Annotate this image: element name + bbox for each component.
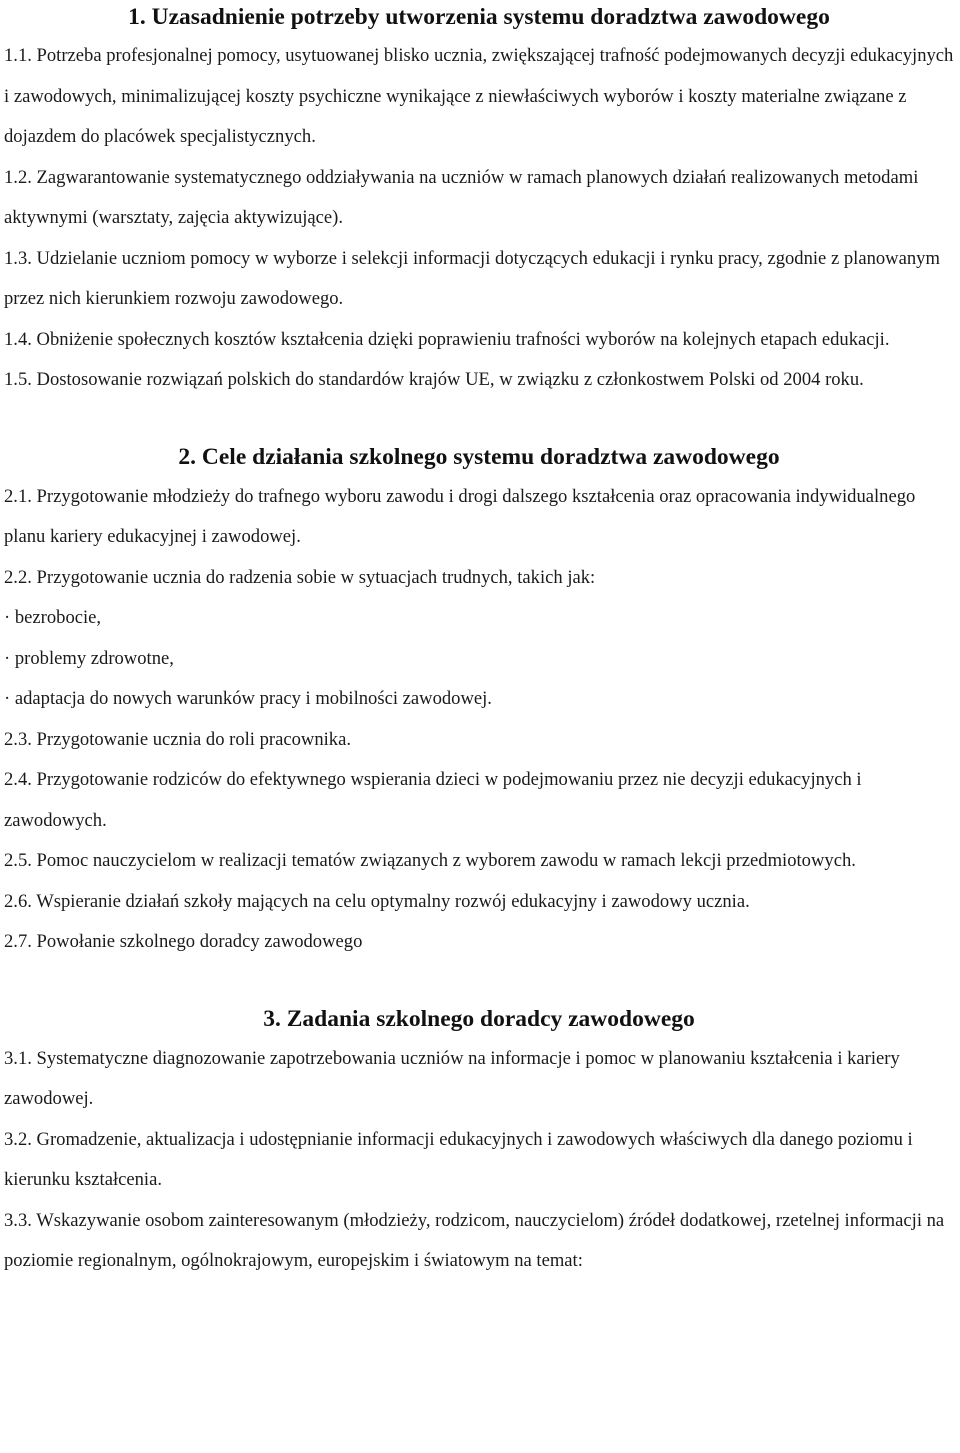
item-text: bezrobocie,	[14, 607, 102, 628]
list-item	[4, 239, 954, 320]
list-item	[4, 320, 954, 361]
bullet-icon: ·	[4, 688, 11, 709]
list-item	[4, 558, 954, 599]
item-number: 1.4.	[4, 328, 32, 350]
item-text: Przygotowanie ucznia do roli pracownika.	[36, 728, 351, 750]
item-number: 1.5.	[4, 369, 32, 390]
item-number: 2.5.	[4, 850, 32, 871]
list-item	[4, 36, 954, 158]
bullet-item	[4, 639, 954, 680]
item-text: Przygotowanie młodzieży do trafnego wyboru zawodu i drogi dalszego kształcenia oraz opracowania indywidualnego planu kariery edukacyjnej i zawodowej.	[4, 485, 916, 547]
item-number: 3.1.	[4, 1047, 32, 1069]
list-item	[4, 477, 954, 558]
item-text: Wspieranie działań szkoły mających na celu optymalny rozwój edukacyjny i zawodowy ucznia.	[36, 890, 750, 912]
item-text: problemy zdrowotne,	[14, 647, 174, 669]
item-text: Udzielanie uczniom pomocy w wyborze i selekcji informacji dotyczących edukacji i rynku pracy, zgodnie z planowanym przez nich kierunkiem rozwoju zawodowego.	[4, 247, 940, 309]
item-number: 2.1.	[4, 485, 32, 507]
list-item	[4, 360, 954, 401]
item-number: 1.1.	[4, 45, 32, 66]
bullet-item	[4, 679, 954, 720]
item-number: 3.2.	[4, 1128, 32, 1150]
item-number: 1.3.	[4, 247, 32, 269]
item-number: 3.3.	[4, 1209, 32, 1231]
section-heading: 2. Cele działania szkolnego systemu doradztwa zawodowego	[178, 443, 780, 470]
item-number: 2.4.	[4, 769, 32, 790]
item-text: Systematyczne diagnozowanie zapotrzebowania uczniów na informacje i pomoc w planowaniu kształcenia i kariery zawodowej.	[4, 1047, 900, 1109]
list-item	[4, 1120, 954, 1201]
item-number: 2.3.	[4, 728, 32, 750]
item-number: 2.6.	[4, 890, 32, 912]
item-text: Pomoc nauczycielom w realizacji tematów związanych z wyborem zawodu w ramach lekcji przedmiotowych.	[36, 850, 856, 871]
list-item	[4, 720, 954, 761]
list-item	[4, 760, 954, 841]
item-text: Zagwarantowanie systematycznego oddziaływania na uczniów w ramach planowych działań realizowanych metodami aktywnymi (warsztaty, zajęcia aktywizujące).	[4, 166, 919, 228]
list-item	[4, 922, 954, 963]
bullet-item	[4, 598, 954, 639]
item-text: Dostosowanie rozwiązań polskich do standardów krajów UE, w związku z członkostwem Polski od 2004 roku.	[36, 369, 864, 390]
item-text: Powołanie szkolnego doradcy zawodowego	[36, 931, 363, 952]
list-item	[4, 1201, 954, 1282]
item-text: Wskazywanie osobom zainteresowanym (młodzieży, rodzicom, nauczycielom) źródeł dodatkowej, rzetelnej informacji na poziomie regionalnym, ogólnokrajowym, europejskim i światowym na temat:	[4, 1209, 945, 1271]
item-number: 1.2.	[4, 166, 32, 188]
bullet-icon: ·	[4, 607, 11, 628]
item-text: adaptacja do nowych warunków pracy i mobilności zawodowej.	[14, 688, 492, 709]
item-text: Przygotowanie ucznia do radzenia sobie w sytuacjach trudnych, takich jak:	[36, 566, 596, 588]
item-text: Gromadzenie, aktualizacja i udostępnianie informacji edukacyjnych i zawodowych właściwych dla danego poziomu i kierunku kształcenia.	[4, 1128, 913, 1190]
section-heading: 1. Uzasadnienie potrzeby utworzenia systemu doradztwa zawodowego	[128, 4, 830, 30]
item-text: Obniżenie społecznych kosztów kształcenia dzięki poprawieniu trafności wyborów na kolejnych etapach edukacji.	[36, 328, 890, 350]
item-text: Przygotowanie rodziców do efektywnego wspierania dzieci w podejmowaniu przez nie decyzji edukacyjnych i zawodowych.	[4, 769, 862, 831]
list-item	[4, 1039, 954, 1120]
section-heading: 3. Zadania szkolnego doradcy zawodowego	[263, 1005, 695, 1032]
item-number: 2.2.	[4, 566, 32, 588]
bullet-icon: ·	[4, 647, 11, 669]
list-item	[4, 882, 954, 923]
item-text: Potrzeba profesjonalnej pomocy, usytuowanej blisko ucznia, zwiększającej trafność podejmowanych decyzji edukacyjnych i zawodowych, minimalizującej koszty psychiczne wynikające z niewłaściwych wyborów i koszty materialne związane z dojazdem do placówek specjalistycznych.	[4, 45, 954, 147]
list-item	[4, 841, 954, 882]
list-item	[4, 158, 954, 239]
item-number: 2.7.	[4, 931, 32, 952]
